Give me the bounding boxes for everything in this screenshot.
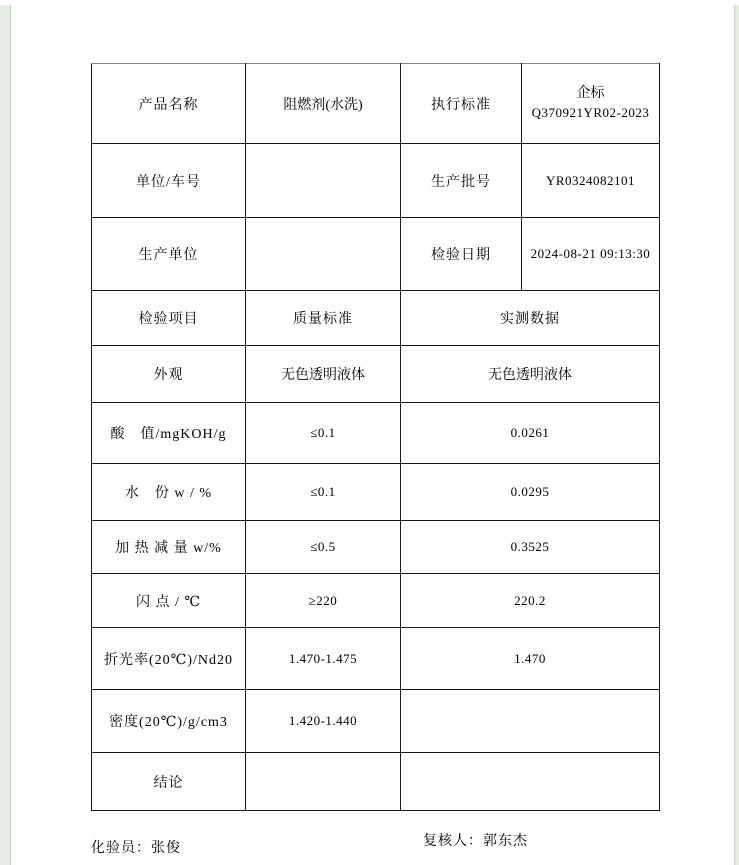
standard-value: ≥220: [246, 574, 401, 628]
item-label: 水 份 w / %: [92, 464, 246, 521]
table-row-flash-point: [92, 574, 660, 628]
measured-value: 无色透明液体: [401, 346, 660, 403]
standard-value: 1.420-1.440: [246, 690, 401, 753]
page-edge-right: [734, 5, 739, 865]
columns-header-row: [92, 291, 660, 346]
column-header-item: 检验项目: [92, 291, 246, 346]
item-label: 密度(20℃)/g/cm3: [92, 690, 246, 753]
info-row-unit: [92, 144, 660, 218]
table-row-acid-value: [92, 403, 660, 464]
unit-vehicle-value: [246, 144, 401, 218]
producer-label: 生产单位: [92, 218, 246, 291]
standard-value: ≤0.1: [246, 403, 401, 464]
conclusion-standard-cell: [246, 753, 401, 811]
item-label: 闪 点 / ℃: [92, 574, 246, 628]
table-row-water-content: [92, 464, 660, 521]
inspection-date-label: 检验日期: [401, 218, 522, 291]
measured-value: 0.0295: [401, 464, 660, 521]
page-edge-left: [0, 5, 11, 865]
product-name-value: 阻燃剂(水洗): [246, 64, 401, 144]
conclusion-measured-cell: [401, 753, 660, 811]
standard-value: ≤0.1: [246, 464, 401, 521]
table-row-conclusion: [92, 753, 660, 811]
column-header-measured: 实测数据: [401, 291, 660, 346]
exec-standard-line2: Q370921YR02-2023: [531, 105, 650, 121]
standard-value: 无色透明液体: [246, 346, 401, 403]
exec-standard-line1: 企标: [576, 86, 605, 102]
unit-vehicle-label: 单位/车号: [92, 144, 246, 218]
measured-value: 0.0261: [401, 403, 660, 464]
table-row-appearance: [92, 346, 660, 403]
product-name-label: 产品名称: [92, 64, 246, 144]
batch-number-label: 生产批号: [401, 144, 522, 218]
item-label: 加 热 减 量 w/%: [92, 521, 246, 574]
column-header-standard: 质量标准: [246, 291, 401, 346]
inspection-date-value: 2024-08-21 09:13:30: [522, 218, 660, 291]
exec-standard-value: [522, 64, 660, 144]
measured-value: [401, 690, 660, 753]
measured-value: 220.2: [401, 574, 660, 628]
table-row-heating-loss: [92, 521, 660, 574]
measured-value: 1.470: [401, 628, 660, 690]
tester-signature: 化验员：张俊: [91, 841, 181, 856]
item-label: 外观: [92, 346, 246, 403]
inspection-report-table: [91, 63, 660, 811]
info-row-product: [92, 64, 660, 144]
info-row-producer: [92, 218, 660, 291]
exec-standard-label: 执行标准: [401, 64, 522, 144]
table-row-refractive-index: [92, 628, 660, 690]
producer-value: [246, 218, 401, 291]
reviewer-signature: 复核人：郭东杰: [423, 834, 528, 849]
batch-number-value: YR0324082101: [522, 144, 660, 218]
item-label: 酸 值/mgKOH/g: [92, 403, 246, 464]
standard-value: 1.470-1.475: [246, 628, 401, 690]
standard-value: ≤0.5: [246, 521, 401, 574]
measured-value: 0.3525: [401, 521, 660, 574]
item-label: 折光率(20℃)/Nd20: [92, 628, 246, 690]
conclusion-label: 结论: [92, 753, 246, 811]
table-row-density: [92, 690, 660, 753]
